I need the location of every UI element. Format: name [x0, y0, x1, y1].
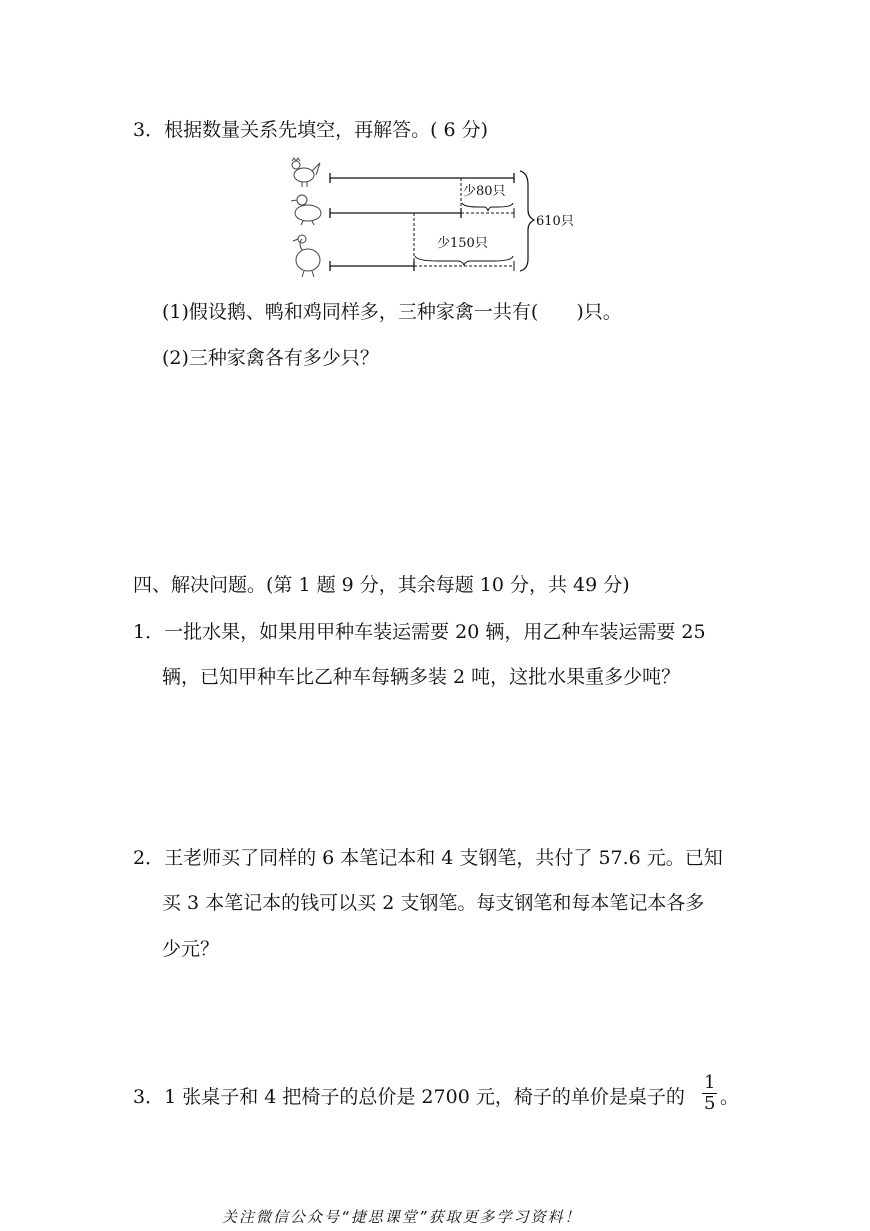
fraction-numerator: 1	[704, 1072, 716, 1093]
goose-icon	[293, 235, 320, 277]
footer-note: 关注微信公众号“捷思课堂”获取更多学习资料！	[222, 1208, 582, 1226]
fraction-denominator: 5	[704, 1093, 716, 1114]
brace-80	[462, 203, 513, 211]
brace-150	[415, 256, 513, 265]
fraction-one-fifth	[702, 1073, 717, 1114]
brace-total	[520, 171, 534, 271]
label-total: 610只	[536, 214, 574, 229]
sub-question-2: (2)三种家禽各有多少只？	[162, 347, 379, 369]
problem-1-line-2: 辆，已知甲种车比乙种车每辆多装 2 吨，这批水果重多少吨？	[162, 666, 681, 688]
problem-1-line-1: 1．一批水果，如果用甲种车装运需要 20 辆，用乙种车装运需要 25	[133, 621, 706, 643]
label-80: 少80只	[463, 184, 506, 199]
problem-2-line-3: 少元？	[162, 938, 220, 960]
question-3-title: 3．根据数量关系先填空，再解答。( 6 分)	[133, 119, 489, 141]
part-4-heading: 四、解决问题。(第 1 题 9 分，其余每题 10 分，共 49 分)	[133, 574, 630, 596]
problem-2-line-2: 买 3 本笔记本的钱可以买 2 支钢笔。每支钢笔和每本笔记本各多	[162, 892, 705, 914]
problem-3-text: 3．1 张桌子和 4 把椅子的总价是 2700 元，椅子的单价是桌子的	[133, 1086, 685, 1108]
problem-2-line-1: 2．王老师买了同样的 6 本笔记本和 4 支钢笔，共付了 57.6 元。已知	[133, 847, 723, 869]
duck-icon	[291, 195, 321, 225]
sub-question-1: (1)假设鹅、鸭和鸡同样多，三种家禽一共有( )只。	[162, 301, 622, 323]
label-150: 少150只	[437, 236, 488, 251]
quantity-diagram	[288, 155, 618, 285]
chicken-icon	[292, 158, 320, 187]
problem-3-end: 。	[720, 1086, 740, 1108]
